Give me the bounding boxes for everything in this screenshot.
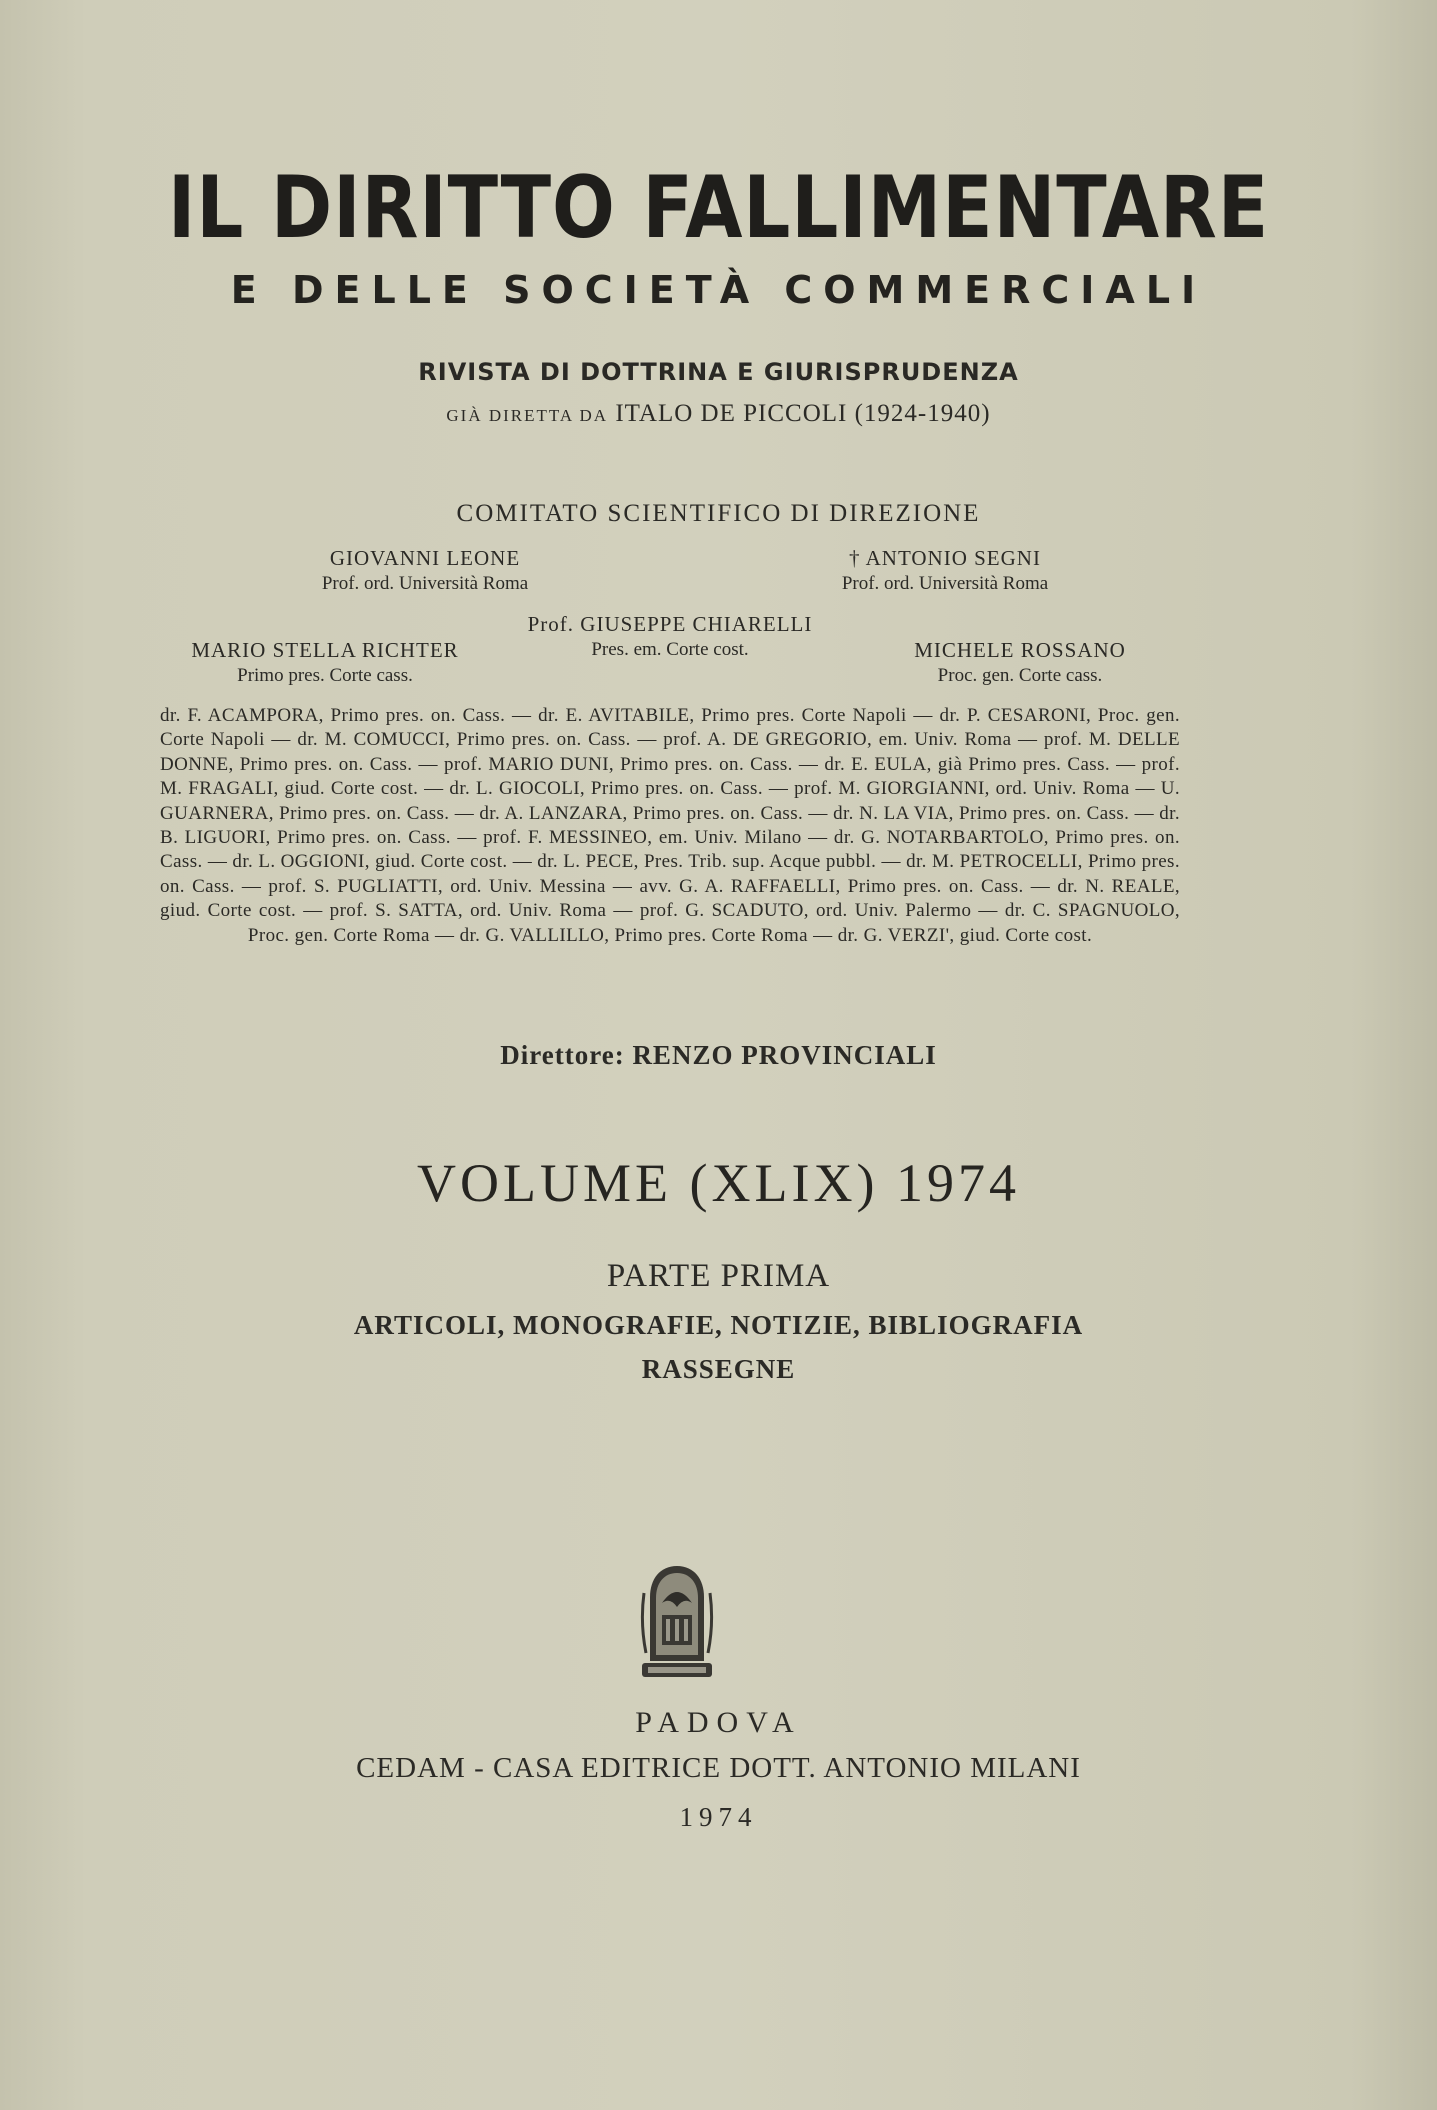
committee-member-chiarelli	[510, 612, 830, 661]
member-name: MICHELE ROSSANO	[914, 638, 1126, 662]
former-director-line	[0, 400, 1437, 428]
member-role: Pres. em. Corte cost.	[591, 639, 749, 660]
member-role: Prof. ord. Università Roma	[321, 573, 529, 594]
member-name: MARIO STELLA RICHTER	[191, 638, 459, 662]
committee-member-rossano	[880, 638, 1160, 687]
director-name: RENZO PROVINCIALI	[632, 1040, 937, 1070]
member-name: Prof. GIUSEPPE CHIARELLI	[527, 612, 813, 636]
committee-member-segni	[800, 546, 1090, 595]
member-role: Primo pres. Corte cass.	[237, 665, 413, 686]
former-director-name: ITALO DE PICCOLI (1924-1940)	[615, 400, 991, 427]
director-line	[0, 1040, 1437, 1071]
member-name: GIOVANNI LEONE	[329, 546, 521, 570]
committee-members-list: dr. F. ACAMPORA, Primo pres. on. Cass. — dr. E. AVITABILE, Primo pres. Corte Napoli — dr. P. CESARONI, Proc. gen. Corte Napoli — dr. M. COMUCCI, Primo pres. on. Cass. — prof. A. DE GREGORIO, em. Univ. Roma — prof. M. DELLE DONNE, Primo pres. on. Cass. — prof. MARIO DUNI, Primo pres. on. Cass. — dr. E. EULA, già Primo pres. Cass. — prof. M. FRAGALI, giud. Corte cost. — dr. L. GIOCOLI, Primo pres. on. Cass. — prof. M. GIORGIANNI, ord. Univ. Roma — U. GUARNERA, Primo pres. on. Cass. — dr. A. LANZARA, Primo pres. on. Cass. — dr. N. LA VIA, Primo pres. on. Cass. — dr. B. LIGUORI, Primo pres. on. Cass. — prof. F. MESSINEO, em. Univ. Milano — dr. G. NOTARBARTOLO, Primo pres. on. Cass. — dr. L. OGGIONI, giud. Corte cost. — dr. L. PECE, Pres. Trib. sup. Acque pubbl. — dr. M. PETROCELLI, Primo pres. on. Cass. — prof. S. PUGLIATTI, ord. Univ. Messina — avv. G. A. RAFFAELLI, Primo pres. on. Cass. — dr. N. REALE, giud. Corte cost. — prof. S. SATTA, ord. Univ. Roma — prof. G. SCADUTO, ord. Univ. Palermo — dr. C. SPAGNUOLO, Proc. gen. Corte Roma — dr. G. VALLILLO, Primo pres. Corte Roma — dr. G. VERZI', giud. Corte cost.	[160, 705, 1180, 946]
journal-subtitle: E DELLE SOCIETÀ COMMERCIALI	[230, 268, 1207, 312]
publisher-city: PADOVA	[635, 1706, 802, 1739]
director-label: Direttore:	[500, 1040, 625, 1070]
committee-member-leone	[270, 546, 580, 595]
member-role: Prof. ord. Università Roma	[841, 573, 1049, 594]
publication-year: 1974	[679, 1802, 758, 1832]
journal-tagline: RIVISTA DI DOTTRINA E GIURISPRUDENZA	[418, 358, 1019, 386]
committee-member-richter	[170, 638, 480, 687]
publisher-emblem-icon	[638, 1563, 716, 1685]
volume-title: VOLUME (XLIX) 1974	[417, 1153, 1020, 1213]
member-role: Proc. gen. Corte cass.	[937, 665, 1103, 686]
journal-title: IL DIRITTO FALLIMENTARE	[167, 158, 1270, 258]
contents-line-2: RASSEGNE	[641, 1354, 796, 1384]
former-director-prefix: GIÀ DIRETTA DA	[446, 406, 609, 425]
part-title: PARTE PRIMA	[606, 1258, 831, 1294]
publisher-name: CEDAM - CASA EDITRICE DOTT. ANTONIO MILANI	[356, 1752, 1081, 1784]
committee-heading: COMITATO SCIENTIFICO DI DIREZIONE	[456, 500, 981, 527]
contents-line-1: ARTICOLI, MONOGRAFIE, NOTIZIE, BIBLIOGRAFIA	[353, 1310, 1084, 1340]
member-name: † ANTONIO SEGNI	[849, 546, 1041, 570]
